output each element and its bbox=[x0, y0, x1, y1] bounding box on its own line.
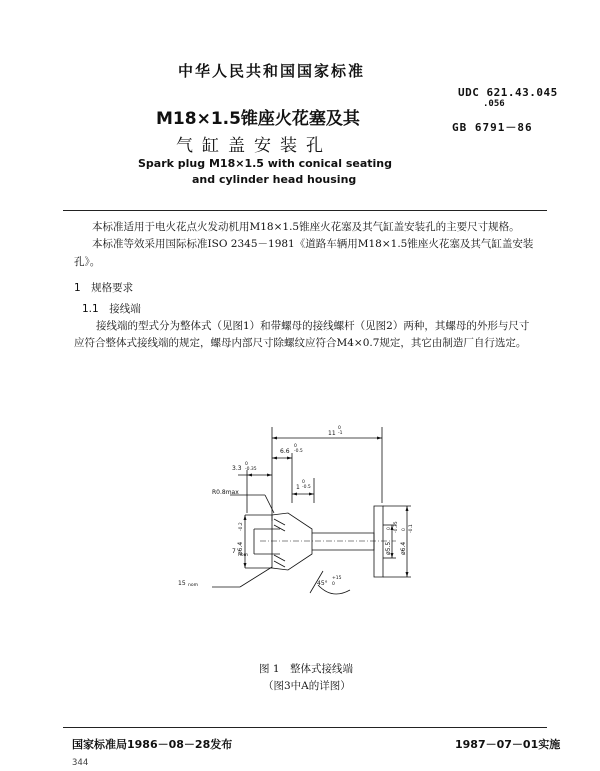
udc-code-suffix: .056 bbox=[483, 99, 505, 109]
dim-1-label: 1 bbox=[296, 484, 300, 491]
dia-6-4-left-tol: -0.2 bbox=[239, 522, 244, 531]
title-chinese-line1: M18×1.5锥座火花塞及其 bbox=[156, 109, 360, 129]
radius-label: R0.8max bbox=[212, 489, 239, 496]
dim-overall-tol-lower: -1 bbox=[338, 431, 343, 436]
dim-6-6-label: 6.6 bbox=[280, 448, 290, 455]
issue-date: 国家标准局1986－08－28发布 bbox=[72, 738, 233, 751]
section-heading-1-1: 1.1 接线端 bbox=[82, 303, 141, 315]
angle-label: 45° bbox=[317, 580, 328, 587]
udc-code: UDC 621.43.045 bbox=[458, 86, 558, 99]
section-heading-1: 1 规格要求 bbox=[74, 282, 134, 294]
dia-5-5-tol-lower: -0.35 bbox=[394, 521, 399, 533]
title-english-line2: and cylinder head housing bbox=[192, 173, 357, 186]
dim-7-label: 7 bbox=[232, 548, 236, 555]
dia-6-4-right-label: ø6.4 bbox=[400, 541, 407, 555]
dia-5-5-tol-upper: 0 bbox=[387, 527, 392, 530]
dim-3-3-label: 3.3 bbox=[232, 465, 242, 472]
terminal-paragraph-cont: 应符合整体式接线端的规定，螺母内部尺寸除螺纹应符合M4×0.7规定，其它由制造厂自行选定。 bbox=[74, 337, 527, 349]
dim-overall-tol-upper: 0 bbox=[338, 426, 341, 431]
effective-date: 1987－07－01实施 bbox=[455, 738, 561, 751]
dim-7-unit: nom bbox=[238, 553, 248, 558]
dim-6-6-tol-lower: -0.5 bbox=[294, 449, 303, 454]
page-number: 344 bbox=[72, 758, 89, 768]
dia-6-4-right-tol-lower: -0.1 bbox=[409, 524, 414, 533]
dim-6-6-tol-upper: 0 bbox=[294, 444, 297, 449]
figure-caption: 图 1 整体式接线端 bbox=[259, 663, 354, 675]
figure-caption-detail: （图3中A的详图） bbox=[263, 680, 351, 692]
title-chinese-line2: 气缸盖安装孔 bbox=[176, 136, 332, 156]
dim-3-3-tol-upper: 0 bbox=[245, 462, 248, 467]
dia-6-4-left-label: ø6.4 bbox=[237, 541, 244, 555]
dia-6-4-right-tol-upper: 0 bbox=[402, 528, 407, 531]
header-divider bbox=[63, 210, 547, 211]
dim-overall-label: 11 bbox=[328, 430, 336, 437]
issuing-authority: 中华人民共和国国家标准 bbox=[178, 62, 366, 80]
standard-number: GB 6791－86 bbox=[452, 121, 533, 134]
dim-3-3-tol-lower: -0.35 bbox=[245, 467, 257, 472]
title-english-line1: Spark plug M18×1.5 with conical seating bbox=[138, 157, 392, 170]
terminal-paragraph: 接线端的型式分为整体式（见图1）和带螺母的接线螺杆（见图2）两种，其螺母的外形与尺寸 bbox=[96, 320, 530, 332]
angle-tol-upper: +15 bbox=[332, 576, 342, 581]
dim-15-unit: nom bbox=[188, 583, 198, 588]
reference-paragraph: 本标准等效采用国际标准ISO 2345－1981《道路车辆用M18×1.5锥座火花塞及其气缸盖安装 bbox=[92, 238, 534, 250]
dim-1-tol-upper: 0 bbox=[302, 480, 305, 485]
dim-15-label: 15 bbox=[178, 580, 186, 587]
terminal-drawing bbox=[160, 415, 420, 613]
dia-5-5-label: ø5.5 bbox=[385, 541, 392, 555]
dim-1-tol-lower: -0.5 bbox=[302, 485, 311, 490]
footer-divider bbox=[63, 727, 547, 728]
reference-paragraph-cont: 孔》。 bbox=[74, 256, 101, 268]
angle-tol-lower: 0 bbox=[332, 582, 335, 587]
scope-paragraph: 本标准适用于电火花点火发动机用M18×1.5锥座火花塞及其气缸盖安装孔的主要尺寸规格。 bbox=[92, 221, 520, 233]
